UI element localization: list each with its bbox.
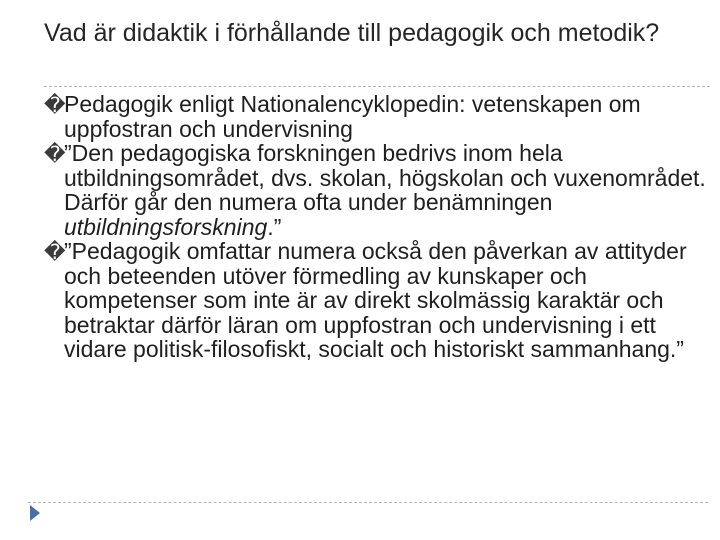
bullet-item-3: [44, 239, 714, 362]
bullet-item-1: [44, 92, 714, 141]
bullet-text: Den pedagogiska forskningen bedrivs inom hela utbildningsområdet, dvs. skolan, högskolan och vuxenområdet. Därför går den numera ofta under benämningen: [64, 140, 706, 215]
bullet-item-2: [44, 141, 714, 239]
replacement-character-icon: �: [44, 142, 66, 166]
bullet-text: Pedagogik enligt Nationalencyklopedin: vetenskapen om uppfostran och undervisning: [64, 91, 641, 142]
quote-open: ”: [64, 238, 72, 264]
footer-divider: [28, 502, 708, 503]
replacement-character-icon: �: [44, 93, 66, 117]
quote-close: ”: [273, 213, 282, 240]
bullet-text: Pedagogik omfattar numera också den påverkan av attityder och beteenden utöver förmedling av kunskaper och kompetenser som inte är av direkt skolmässig karaktär och betraktar därför läran om uppfostran och undervisning i ett vidare politisk-filosofiskt, socialt och historiskt sammanhang.: [64, 238, 687, 362]
title-divider: [44, 86, 710, 87]
quote-open: ”: [64, 140, 72, 166]
bullet-emphasis: utbildningsforskning: [64, 213, 268, 240]
replacement-character-icon: �: [44, 240, 66, 264]
bullet-list: [44, 92, 714, 362]
slide-title: Vad är didaktik i förhållande till pedagogik och metodik?: [44, 19, 660, 47]
bullet-text-end: .: [267, 213, 274, 240]
quote-close: ”: [676, 336, 684, 362]
triangle-right-icon: [30, 505, 40, 521]
